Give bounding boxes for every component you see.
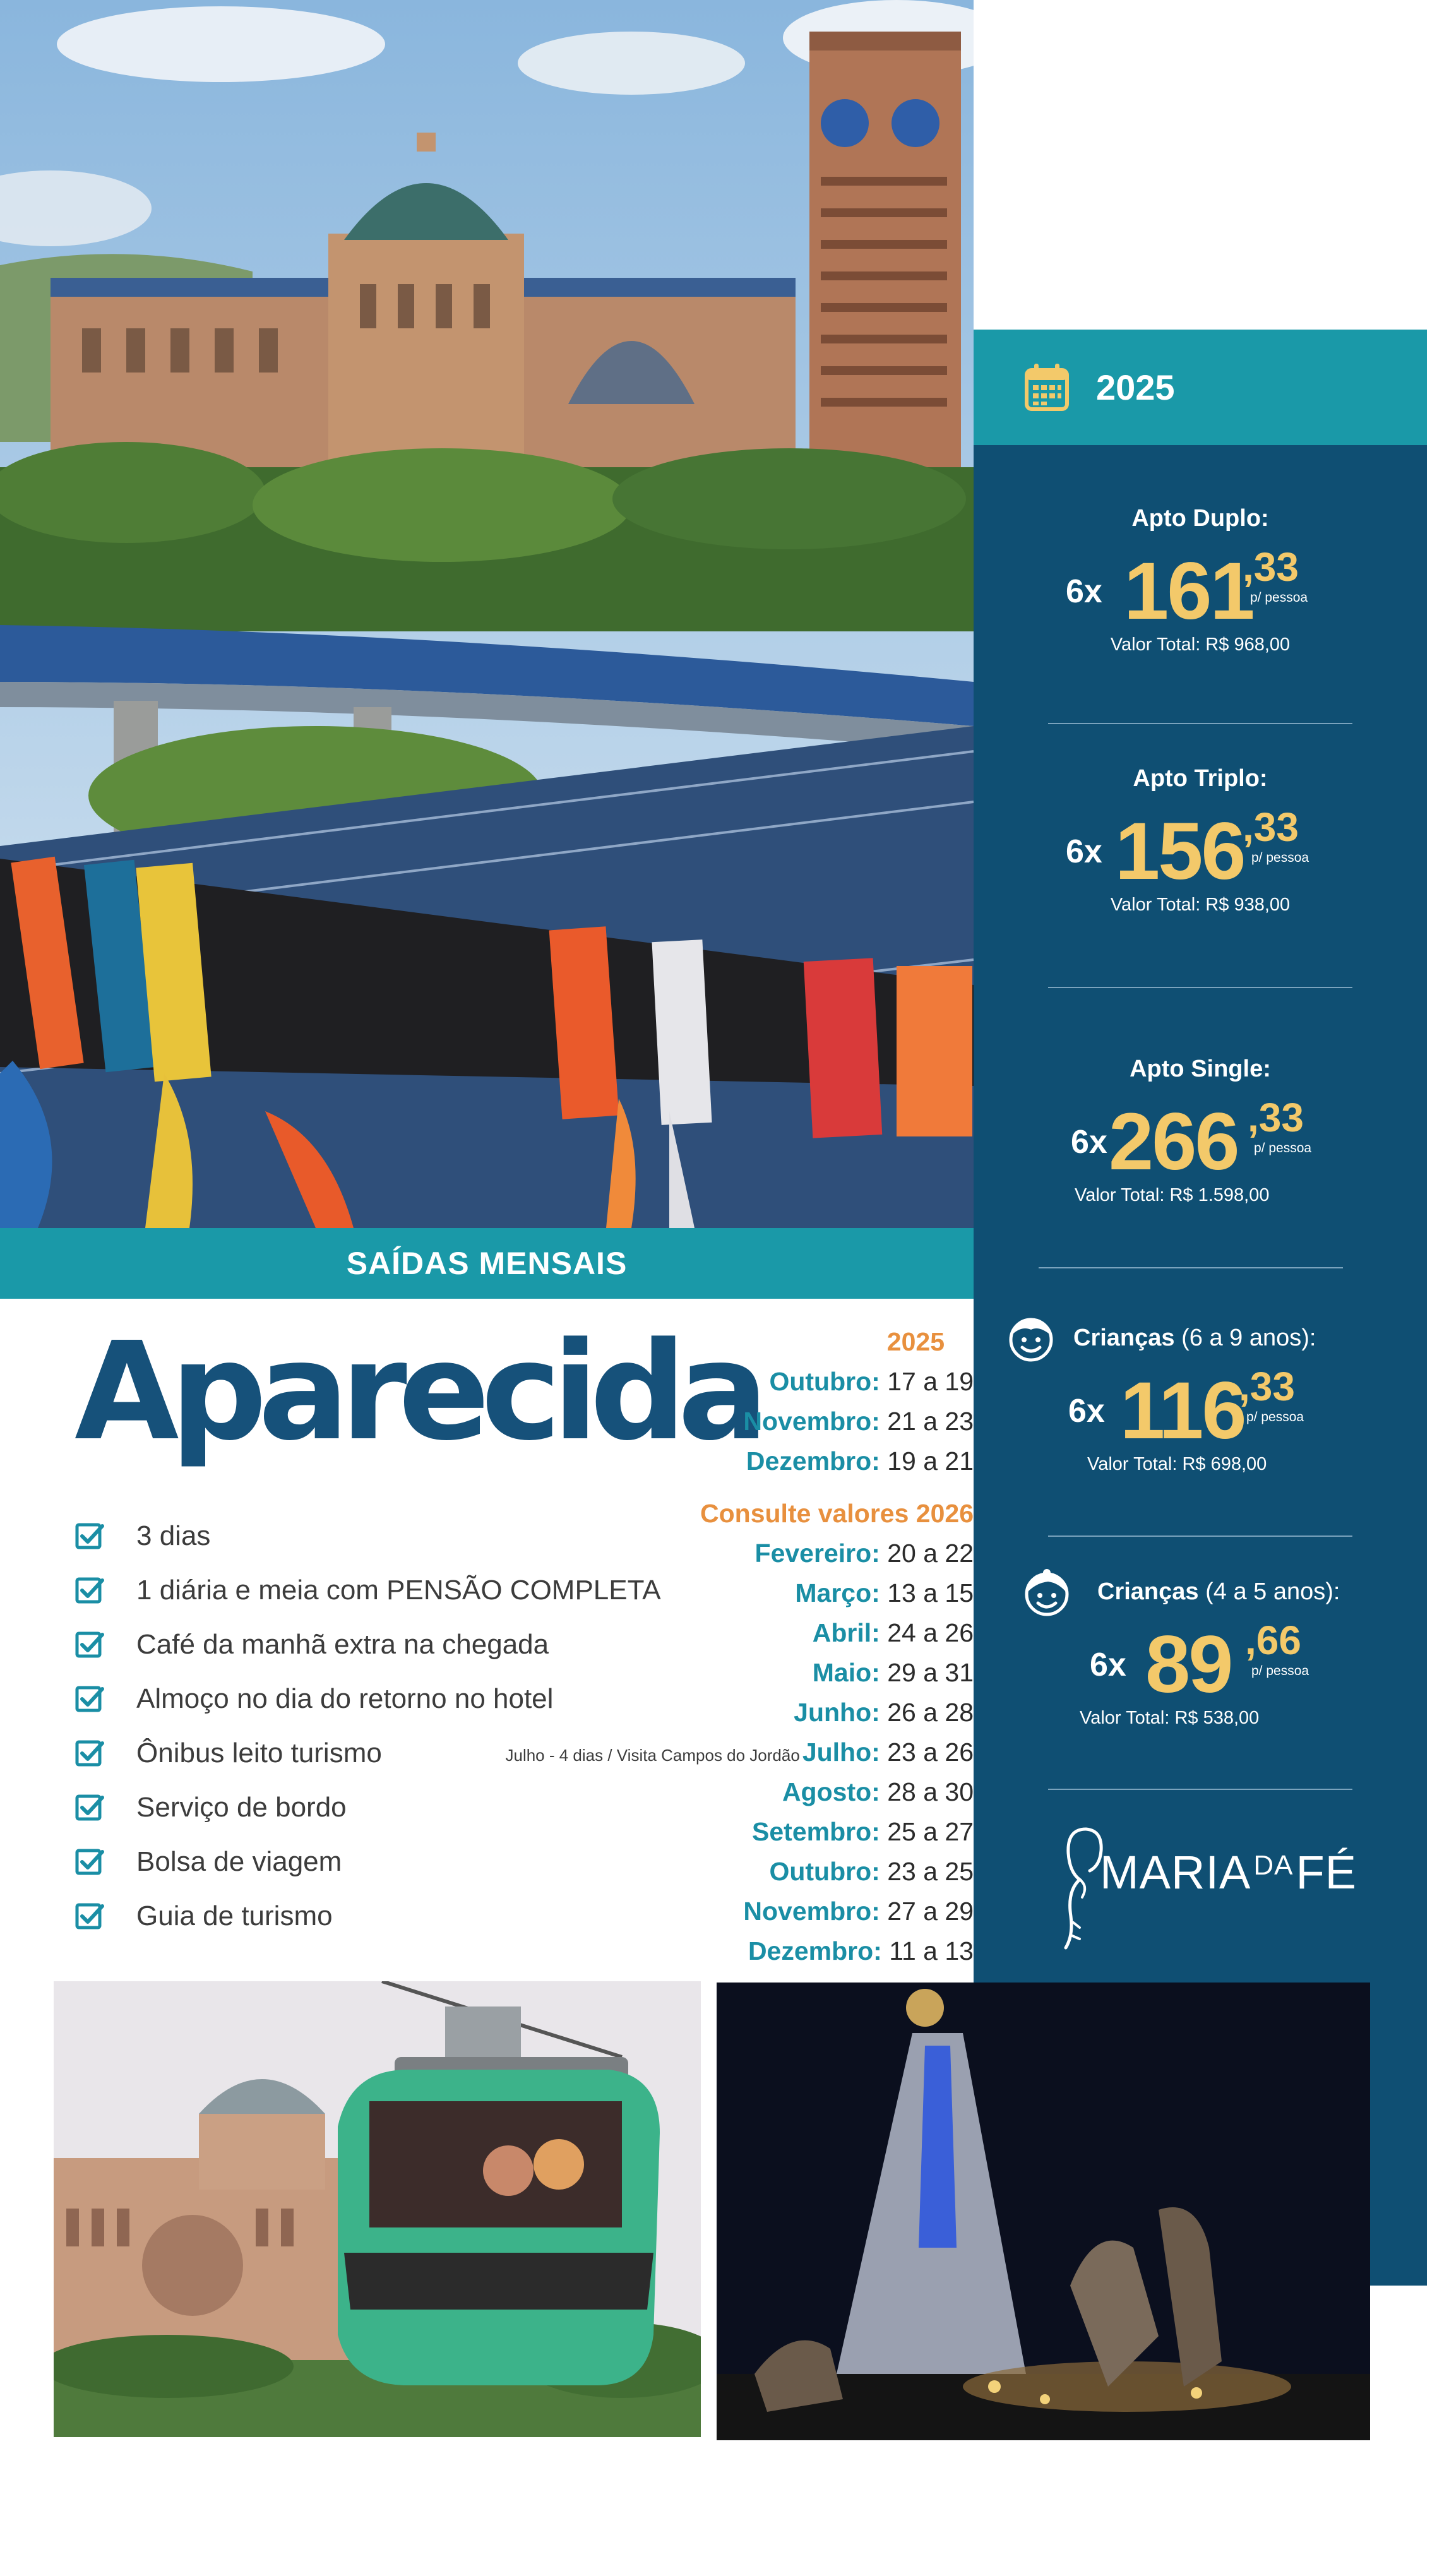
date-month: Setembro: <box>752 1817 880 1846</box>
page-title: Aparecida <box>75 1313 760 1470</box>
logo-text-maria: MARIA <box>1100 1846 1251 1899</box>
photo-night-monument <box>717 1983 1370 2440</box>
price-label-age: (6 a 9 anos): <box>1181 1325 1316 1351</box>
date-days: 28 a 30 <box>887 1777 974 1806</box>
feature-text: Café da manhã extra na chegada <box>136 1629 549 1660</box>
date-month: Julho: <box>802 1738 880 1767</box>
date-days: 25 a 27 <box>887 1817 974 1846</box>
price-total: Valor Total: R$ 968,00 <box>1110 635 1291 655</box>
date-month: Novembro: <box>743 1407 880 1436</box>
price-total: Valor Total: R$ 938,00 <box>1110 895 1291 915</box>
date-days: 21 a 23 <box>887 1407 974 1436</box>
date-item <box>505 1613 974 1653</box>
date-note: Julho - 4 dias / Visita Campos do Jordão <box>505 1746 800 1765</box>
price-integer: 116 <box>1120 1366 1245 1456</box>
price-integer: 266 <box>1109 1097 1238 1187</box>
date-item <box>505 1812 974 1852</box>
date-item <box>505 1693 974 1732</box>
price-integer: 89 <box>1145 1619 1232 1710</box>
feature-text: Guia de turismo <box>136 1900 333 1931</box>
price-total: Valor Total: R$ 1.598,00 <box>1075 1185 1270 1205</box>
date-item <box>505 1402 974 1441</box>
price-block-duplo <box>974 505 1427 655</box>
price-label: Crianças <box>1073 1325 1175 1351</box>
date-days: 13 a 15 <box>887 1578 974 1607</box>
hero-photo-basilica <box>0 0 974 1228</box>
date-month: Dezembro: <box>746 1446 880 1476</box>
per-person: p/ pessoa <box>1251 850 1309 865</box>
checkbox-checked-icon <box>75 1684 105 1714</box>
date-item <box>505 1573 974 1613</box>
feature-text: Bolsa de viagem <box>136 1846 342 1877</box>
date-days: 24 a 26 <box>887 1618 974 1647</box>
saidas-mensais-banner: SAÍDAS MENSAIS <box>0 1228 974 1299</box>
price-label: Apto Single: <box>1130 1056 1271 1082</box>
checkbox-checked-icon <box>75 1575 105 1606</box>
date-month: Agosto: <box>782 1777 880 1806</box>
price-block-child-4-5 <box>974 1578 1427 1729</box>
price-block-child-6-9 <box>974 1325 1427 1475</box>
installments: 6x <box>1066 833 1102 870</box>
date-item <box>505 1732 974 1772</box>
price-block-triplo <box>974 765 1427 915</box>
divider <box>1048 723 1352 724</box>
price-cents: ,66 <box>1245 1618 1301 1663</box>
date-item <box>505 1534 974 1573</box>
date-days: 27 a 29 <box>887 1897 974 1926</box>
date-item <box>505 1441 974 1481</box>
divider <box>1048 1535 1352 1537</box>
price-total: Valor Total: R$ 538,00 <box>1080 1708 1260 1728</box>
feature-text: 1 diária e meia com PENSÃO COMPLETA <box>136 1575 661 1606</box>
price-total: Valor Total: R$ 698,00 <box>1087 1454 1267 1474</box>
date-item <box>505 1653 974 1693</box>
installments: 6x <box>1090 1647 1126 1683</box>
per-person: p/ pessoa <box>1254 1141 1312 1155</box>
dates-year-heading: 2025 <box>886 1327 945 1356</box>
divider <box>1039 1267 1343 1268</box>
checkbox-checked-icon <box>75 1901 105 1931</box>
calendar-icon <box>1024 364 1070 412</box>
feature-text: Serviço de bordo <box>136 1792 347 1823</box>
checkbox-checked-icon <box>75 1630 105 1660</box>
consult-2026-heading: Consulte valores 2026 <box>700 1499 974 1528</box>
date-item <box>505 1852 974 1892</box>
date-month: Fevereiro: <box>754 1539 880 1568</box>
date-item <box>505 1362 974 1402</box>
maria-da-fe-logo <box>1054 1822 1357 1954</box>
date-days: 11 a 13 <box>889 1936 974 1965</box>
price-cents: ,33 <box>1243 544 1299 590</box>
price-cents: ,33 <box>1239 1364 1295 1409</box>
divider <box>1048 987 1352 988</box>
logo-text-fe: FÉ <box>1296 1846 1357 1899</box>
departure-dates <box>505 1322 974 1971</box>
per-person: p/ pessoa <box>1246 1410 1304 1424</box>
year-tab <box>974 330 1427 445</box>
year-label: 2025 <box>1096 367 1175 407</box>
date-month: Maio: <box>812 1658 880 1687</box>
installments: 6x <box>1068 1393 1105 1429</box>
date-days: 17 a 19 <box>887 1367 974 1396</box>
price-label-age: (4 a 5 anos): <box>1205 1578 1340 1605</box>
price-cents: ,33 <box>1243 804 1299 850</box>
price-integer: 156 <box>1115 806 1244 897</box>
price-label: Apto Duplo: <box>1131 505 1269 532</box>
date-month: Novembro: <box>743 1897 880 1926</box>
date-item <box>505 1892 974 1931</box>
date-item <box>505 1772 974 1812</box>
date-days: 19 a 21 <box>887 1446 974 1476</box>
feature-text: Almoço no dia do retorno no hotel <box>136 1683 554 1714</box>
checkbox-checked-icon <box>75 1847 105 1877</box>
checkbox-checked-icon <box>75 1521 105 1551</box>
divider <box>1048 1789 1352 1790</box>
date-month: Outubro: <box>769 1857 880 1886</box>
date-month: Outubro: <box>769 1367 880 1396</box>
feature-text: 3 dias <box>136 1520 211 1551</box>
installments: 6x <box>1066 573 1102 610</box>
feature-text: Ônibus leito turismo <box>136 1738 382 1768</box>
price-integer: 161 <box>1124 546 1253 636</box>
date-month: Março: <box>795 1578 880 1607</box>
date-days: 29 a 31 <box>887 1658 974 1687</box>
date-month: Abril: <box>812 1618 880 1647</box>
checkbox-checked-icon <box>75 1738 105 1768</box>
date-month: Dezembro: <box>748 1936 882 1965</box>
date-item <box>505 1931 974 1971</box>
per-person: p/ pessoa <box>1250 590 1308 605</box>
price-label: Crianças <box>1097 1578 1199 1605</box>
date-days: 26 a 28 <box>887 1698 974 1727</box>
date-days: 23 a 25 <box>887 1857 974 1886</box>
per-person: p/ pessoa <box>1251 1664 1309 1678</box>
price-label: Apto Triplo: <box>1133 765 1268 792</box>
logo-text-da: DA <box>1253 1850 1294 1881</box>
price-block-single <box>974 1056 1427 1206</box>
photo-cable-car <box>54 1981 701 2437</box>
checkbox-checked-icon <box>75 1792 105 1823</box>
installments: 6x <box>1071 1124 1107 1160</box>
date-month: Junho: <box>794 1698 880 1727</box>
price-cents: ,33 <box>1248 1095 1304 1140</box>
date-days: 23 a 26 <box>887 1738 974 1767</box>
date-days: 20 a 22 <box>887 1539 974 1568</box>
